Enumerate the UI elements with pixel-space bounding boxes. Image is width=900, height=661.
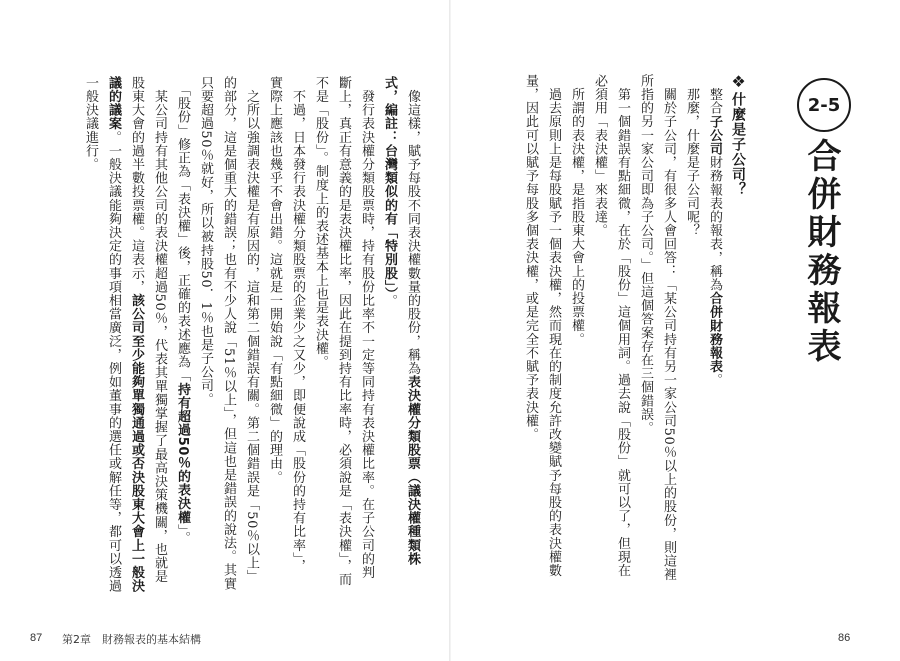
page-number-right: 86 <box>838 632 851 644</box>
text-column: 股東大會的過半數投票權。這表示，該公司至少能夠單獨通過或否決股東大會上一般決 <box>129 76 144 593</box>
text-column: 整合子公司財務報表的報表，稱為合併財務報表。 <box>707 74 722 387</box>
text-column: 只要超過50％就好，所以被持股50．1％也是子公司。 <box>198 76 213 406</box>
text-column: 過去原則上是每股賦予一個表決權，然而現在的制度允許改變賦予每股的表決權數 <box>546 74 561 578</box>
page-spine <box>449 0 451 661</box>
text-column: 實際上應該也幾乎不會出錯。這就是一開始說「有點細微」的理由。 <box>267 76 282 484</box>
text-column: 關於子公司，有很多人會回答：「某公司持有另一家公司50％以上的股份，則這裡 <box>661 74 676 582</box>
text-column: 所謂的表決權，是指股東大會上的投票權。 <box>569 74 584 346</box>
section-title: 合併財務報表 <box>801 138 841 366</box>
diamond-icon: ❖ <box>729 72 748 92</box>
text-column: 必須用「表決權」來表達。 <box>592 74 607 238</box>
text-column: 式，編註：台灣類似的有「特別股」）。 <box>382 76 397 308</box>
text-column: 某公司持有其他公司的表決權超過50％，代表其單獨掌握了最高決策機關，也就是 <box>152 76 167 584</box>
text-column: 不過，日本發行表決權分類股票的企業少之又少，即便說成「股份的持有比率」， <box>290 76 305 573</box>
text-column: 那麼，什麼是子公司呢？ <box>684 74 699 238</box>
text-column: 的部分，這是個重大的錯誤；也有不少人說「51％以上」，但這也是錯誤的說法。其實 <box>221 76 236 591</box>
subheading-text: 什麼是子公司？ <box>730 92 746 197</box>
text-column: 量，因此可以賦予每股多個表決權，或是完全不賦予表決權。 <box>523 74 538 442</box>
section-number-badge <box>797 78 851 132</box>
text-column: 所指的另一家公司即為子公司。」但這個答案存在三個錯誤。 <box>638 74 653 435</box>
text-column: 像這樣，賦予每股不同表決權數量的股份，稱為表決權分類股票（議決權種類株 <box>405 76 420 566</box>
text-column: 不是「股份」。制度上的表述基本上也是表決權。 <box>313 76 328 369</box>
running-head: 第2章 財務報表的基本結構 <box>62 633 201 646</box>
text-column: 斷上，真正有意義的是表決權比率，因此在提到持有比率時，必須說是「表決權」，而 <box>336 76 351 587</box>
text-column: 第一個錯誤有點細微，在於「股份」這個用詞。過去說「股份」就可以了，但現在 <box>615 74 630 578</box>
text-column: 發行表決權分類股票時，持有股份比率不一定等同持有表決權比率。在子公司的判 <box>359 76 374 580</box>
text-column: 議的議案。一般決議能夠決定的事項相當廣泛，例如董事的選任或解任等，都可以透過 <box>106 76 121 593</box>
text-column: 一般決議進行。 <box>83 76 98 172</box>
page-number-left: 87 <box>30 632 43 644</box>
section-number: 2-5 <box>807 94 841 116</box>
text-column: 之所以強調表決權是有原因的，這和第二個錯誤有關。第二個錯誤是「50％以上」 <box>244 76 259 584</box>
text-column: 「股份」修正為「表決權」後，正確的表述應為「持有超過50％的表決權」。 <box>175 76 190 545</box>
subheading <box>729 72 747 197</box>
